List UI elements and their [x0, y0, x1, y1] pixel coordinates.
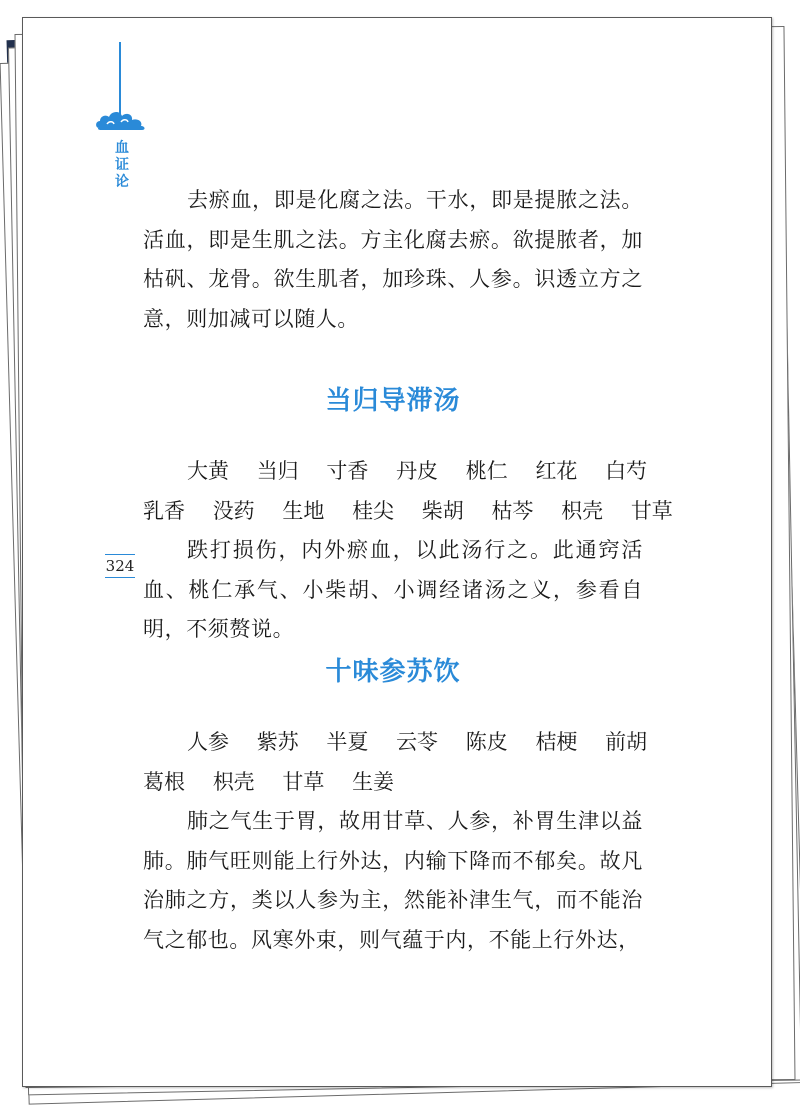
book-title-char: 血: [115, 140, 129, 156]
herb-item: 人参: [187, 730, 229, 754]
herb-item: 半夏: [326, 730, 369, 754]
herb-item: 甘草: [630, 498, 673, 523]
herb-item: 紫苏: [256, 730, 299, 754]
herb-item: 甘草: [282, 769, 325, 794]
herb-item: 桔梗: [535, 730, 578, 754]
formula-title: 当归导滞汤: [325, 386, 461, 416]
page-number: 324: [105, 554, 135, 578]
herb-line: [143, 492, 673, 532]
herb-item: 白芍: [605, 459, 648, 483]
herb-item: 桃仁: [465, 459, 508, 483]
book-title-vertical: [112, 140, 132, 191]
book-title-char: 论: [115, 174, 129, 190]
herb-item: 葛根: [143, 769, 185, 794]
herb-list: [143, 452, 673, 531]
herb-item: 桂尖: [352, 498, 395, 523]
herb-line: [143, 452, 663, 492]
intro-paragraph: 去瘀血，即是化腐之法。干水，即是提脓之法。活血，即是生肌之法。方主化腐去瘀。欲提脓者，加枯矾、龙骨。欲生肌者，加珍珠、人参。识透立方之意，则加减可以随人。: [143, 188, 643, 331]
herb-item: 寸香: [326, 459, 369, 483]
herb-item: 没药: [212, 498, 255, 523]
herb-line: [143, 763, 663, 803]
herb-item: 大黄: [187, 459, 229, 483]
formula-explanation: 跌打损伤，内外瘀血，以此汤行之。此通窍活血、桃仁承气、小柴胡、小调经诸汤之义，参看自明，不须赘说。: [143, 538, 643, 641]
herb-item: 生地: [282, 498, 325, 523]
herb-item: 陈皮: [465, 730, 508, 754]
herb-item: 前胡: [605, 730, 648, 754]
book-title-char: 证: [115, 157, 129, 173]
herb-list: [143, 723, 663, 802]
auspicious-cloud-icon: [93, 108, 149, 134]
herb-item: 枳壳: [212, 769, 255, 794]
herb-item: 云苓: [396, 730, 439, 754]
herb-item: 枯芩: [491, 498, 534, 523]
herb-item: 生姜: [352, 769, 395, 794]
herb-line: [143, 723, 663, 763]
herb-item: 丹皮: [396, 459, 439, 483]
herb-item: 枳壳: [561, 498, 604, 523]
herb-item: 乳香: [143, 498, 185, 523]
formula-title: 十味参苏饮: [325, 657, 461, 687]
herb-item: 红花: [535, 459, 578, 483]
herb-item: 当归: [256, 459, 299, 483]
herb-item: 柴胡: [421, 498, 464, 523]
formula-explanation: 肺之气生于胃，故用甘草、人参，补胃生津以益肺。肺气旺则能上行外达，内输下降而不郁矣。故凡治肺之方，类以人参为主，然能补津生气，而不能治气之郁也。风寒外束，则气蕴于内，不能上行外达，: [143, 809, 643, 952]
